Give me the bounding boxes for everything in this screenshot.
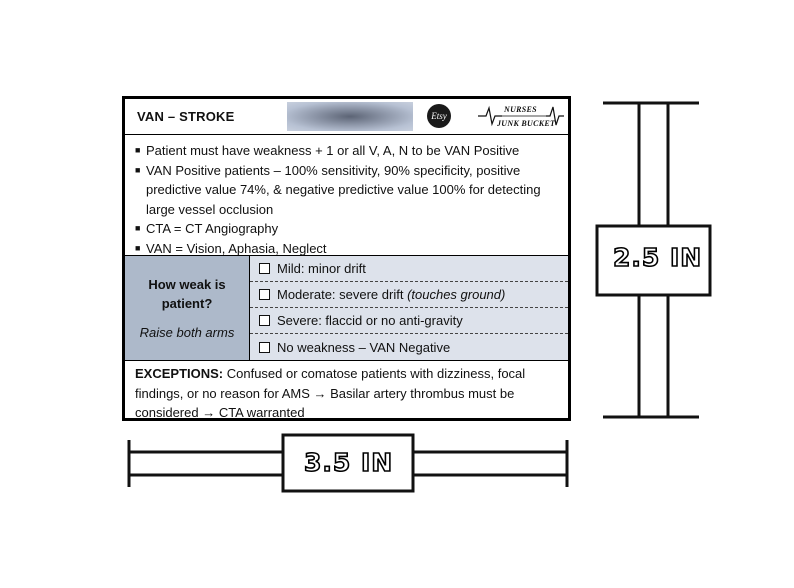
card-title: VAN – STROKE <box>137 109 235 124</box>
exceptions-text: Confused or comatose patients with dizziness, focal findings, or no reason for AMS → Basilar artery thrombus must be considered → CTA warranted <box>135 366 526 420</box>
weakness-hint: Raise both arms <box>139 325 235 340</box>
exceptions-label: EXCEPTIONS: <box>135 366 224 381</box>
bullet-text: VAN = Vision, Aphasia, Neglect <box>146 240 327 256</box>
height-label: 2.5 IN <box>613 243 703 272</box>
bullet-square-icon: ■ <box>135 164 141 175</box>
brand-line-1: NURSES <box>504 105 537 114</box>
option-label: No weakness – VAN Negative <box>277 339 451 355</box>
option-label: Mild: minor drift <box>277 261 366 276</box>
bullet-square-icon: ■ <box>135 242 141 253</box>
bullet-text: VAN Positive patients – 100% sensitivity, 90% specificity, positive predictive value 74%, & negative predictive value 100% for detecting large vessel occlusion <box>146 162 541 217</box>
bullet-square-icon: ■ <box>135 223 141 233</box>
brand-line-2: JUNK BUCKET <box>497 119 556 128</box>
weakness-question: How weak is patient? <box>148 277 226 311</box>
option-label: Moderate: severe drift <box>277 287 408 302</box>
etsy-logo: Etsy <box>427 104 451 128</box>
bullet-text: CTA = CT Angiography <box>146 221 279 236</box>
bullet-text: Patient must have weakness + 1 or all V, A, N to be VAN Positive <box>146 143 520 158</box>
bullet-square-icon: ■ <box>135 145 141 155</box>
width-label: 3.5 IN <box>304 448 394 477</box>
option-note: (touches ground) <box>407 287 506 302</box>
option-label: Severe: flaccid or no anti-gravity <box>277 313 463 328</box>
